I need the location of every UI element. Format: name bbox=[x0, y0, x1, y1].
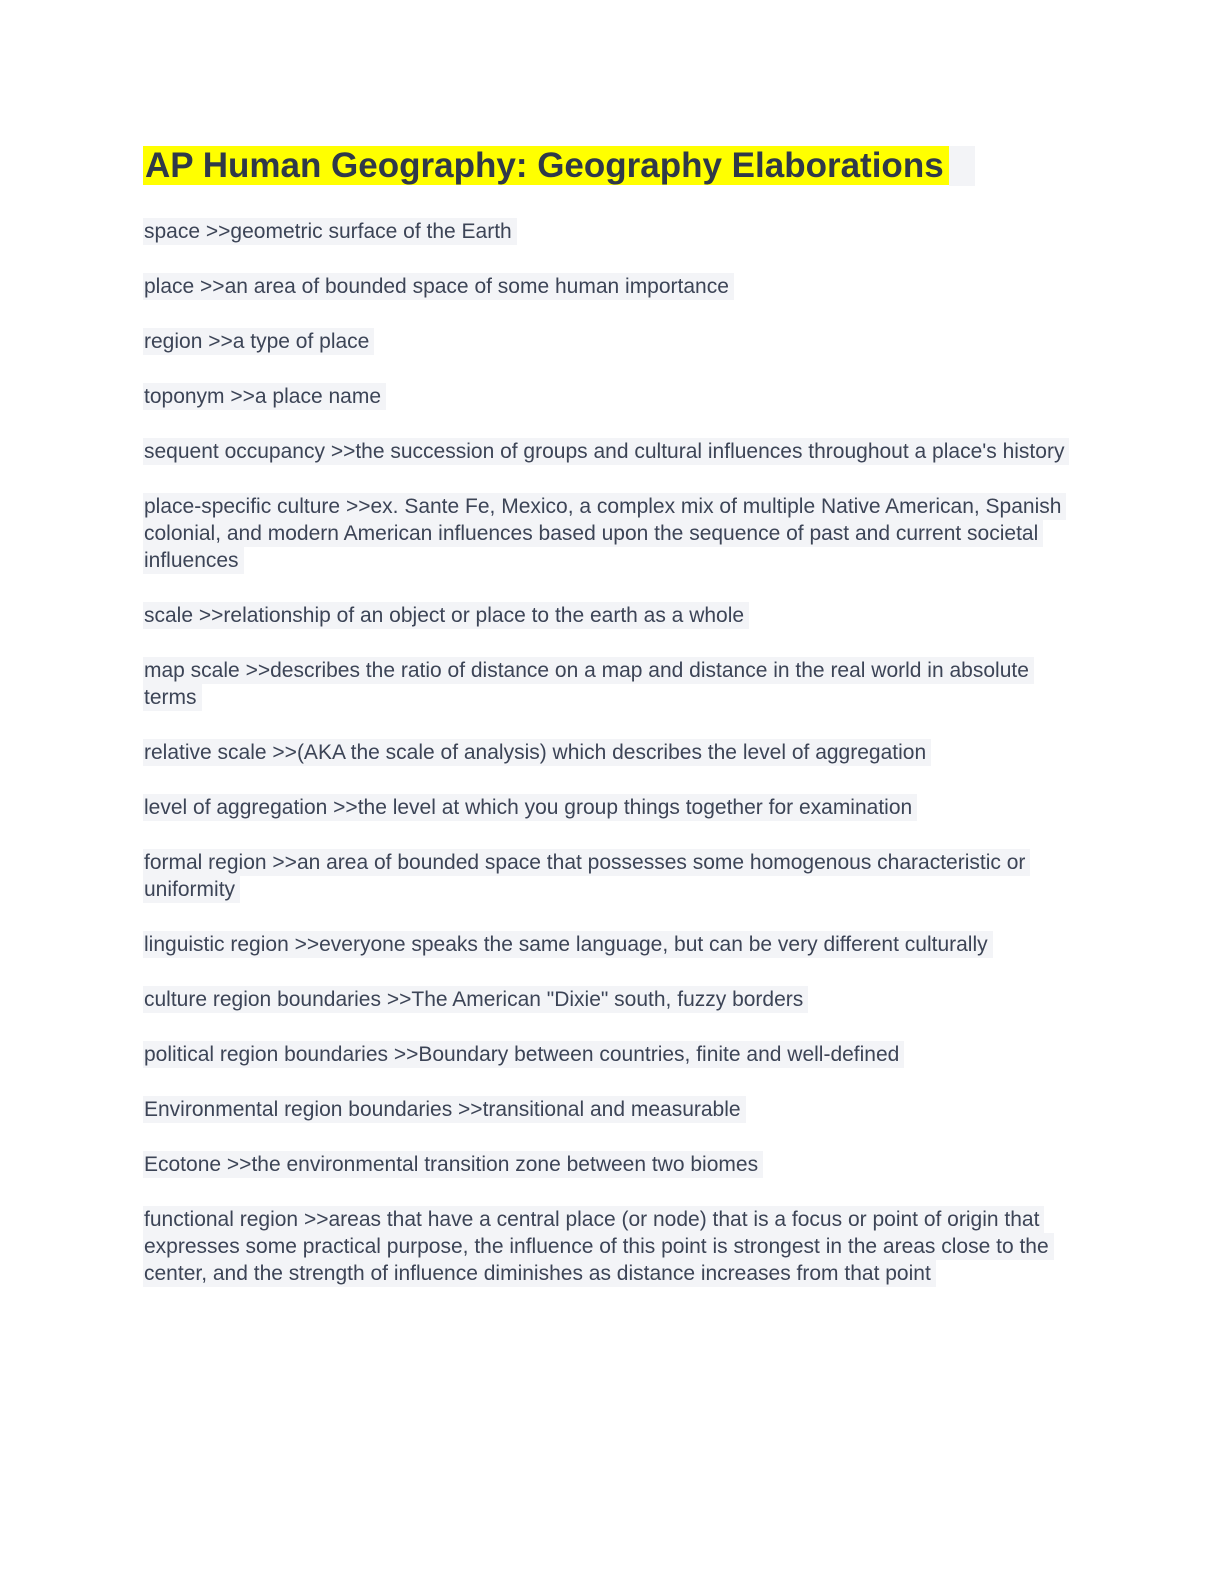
definition-text: geometric surface of the Earth bbox=[230, 220, 512, 243]
term-definition-entry bbox=[143, 739, 1082, 766]
term-text: place-specific culture bbox=[144, 495, 341, 518]
term-definition-entry bbox=[143, 1206, 1082, 1287]
term-definition-entry bbox=[143, 602, 1082, 629]
page-title-text: AP Human Geography: Geography Elaborations bbox=[143, 146, 949, 185]
entry-highlight bbox=[143, 1096, 746, 1123]
definition-text: an area of bounded space of some human importance bbox=[224, 275, 729, 298]
term-definition-entry bbox=[143, 1151, 1082, 1178]
definition-text: a place name bbox=[254, 385, 382, 408]
definition-text: ex. Sante Fe, Mexico, a complex mix of multiple Native American, Spanish colonial, and modern American influences based upon the sequence of past and current societal influences bbox=[144, 495, 1062, 572]
term-definition-entry bbox=[143, 383, 1082, 410]
term-definition-entry bbox=[143, 657, 1082, 711]
term-definition-entry bbox=[143, 438, 1082, 465]
entry-highlight bbox=[143, 1041, 904, 1068]
separator: >> bbox=[330, 440, 356, 463]
term-text: space bbox=[144, 220, 201, 243]
definition-text: transitional and measurable bbox=[482, 1098, 741, 1121]
definition-text: the succession of groups and cultural influences throughout a place's history bbox=[355, 440, 1065, 463]
definition-text: the environmental transition zone between two biomes bbox=[251, 1153, 759, 1176]
term-definition-entry bbox=[143, 1096, 1082, 1123]
separator: >> bbox=[345, 495, 371, 518]
entry-highlight bbox=[143, 493, 1066, 574]
definition-text: describes the ratio of distance on a map and distance in the real world in absolute terms bbox=[144, 659, 1029, 709]
entry-highlight bbox=[143, 657, 1034, 711]
page-title bbox=[143, 146, 1082, 186]
term-text: region bbox=[144, 330, 203, 353]
entry-highlight bbox=[143, 1151, 763, 1178]
separator: >> bbox=[205, 220, 231, 243]
separator: >> bbox=[458, 1098, 483, 1121]
term-definition-entry bbox=[143, 273, 1082, 300]
definition-text: everyone speaks the same language, but can be very different culturally bbox=[319, 933, 988, 956]
separator: >> bbox=[272, 741, 297, 764]
definition-text: an area of bounded space that possesses some homogenous characteristic or uniformity bbox=[144, 851, 1026, 901]
entry-highlight bbox=[143, 931, 993, 958]
entry-highlight bbox=[143, 602, 749, 629]
definition-text: the level at which you group things together for examination bbox=[357, 796, 913, 819]
term-text: map scale bbox=[144, 659, 240, 682]
term-text: linguistic region bbox=[144, 933, 289, 956]
separator: >> bbox=[386, 988, 412, 1011]
separator: >> bbox=[230, 385, 255, 408]
term-text: sequent occupancy bbox=[144, 440, 325, 463]
separator: >> bbox=[294, 933, 320, 956]
entry-highlight bbox=[143, 438, 1069, 465]
definition-text: areas that have a central place (or node) that is a focus or point of origin that expresses some practical purpose, the influence of this point is strongest in the areas close to the center, and the strength of influence diminishes as distance increases from that point bbox=[144, 1208, 1049, 1285]
entry-highlight bbox=[143, 849, 1030, 903]
entry-highlight bbox=[143, 328, 374, 355]
separator: >> bbox=[208, 330, 233, 353]
entry-highlight bbox=[143, 218, 517, 245]
definition-text: Boundary between countries, finite and well-defined bbox=[418, 1043, 900, 1066]
separator: >> bbox=[245, 659, 271, 682]
separator: >> bbox=[200, 275, 225, 298]
term-definition-entry bbox=[143, 328, 1082, 355]
term-text: culture region boundaries bbox=[144, 988, 381, 1011]
term-text: scale bbox=[144, 604, 194, 627]
separator: >> bbox=[393, 1043, 419, 1066]
term-text: functional region bbox=[144, 1208, 299, 1231]
term-definition-entry bbox=[143, 931, 1082, 958]
term-definition-entry bbox=[143, 794, 1082, 821]
definition-text: The American "Dixie" south, fuzzy borders bbox=[411, 988, 804, 1011]
definition-text: a type of place bbox=[232, 330, 370, 353]
term-definition-entry bbox=[143, 1041, 1082, 1068]
entry-highlight bbox=[143, 273, 734, 300]
term-definition-entry bbox=[143, 849, 1082, 903]
term-text: relative scale bbox=[144, 741, 267, 764]
separator: >> bbox=[272, 851, 297, 874]
entry-highlight bbox=[143, 1206, 1054, 1287]
term-definition-entry bbox=[143, 218, 1082, 245]
title-trailing-highlight bbox=[949, 146, 975, 186]
term-definition-entry bbox=[143, 986, 1082, 1013]
term-text: toponym bbox=[144, 385, 225, 408]
term-text: political region boundaries bbox=[144, 1043, 388, 1066]
term-text: place bbox=[144, 275, 195, 298]
term-text: formal region bbox=[144, 851, 267, 874]
term-text: level of aggregation bbox=[144, 796, 328, 819]
term-text: Environmental region boundaries bbox=[144, 1098, 453, 1121]
separator: >> bbox=[198, 604, 224, 627]
definition-list bbox=[143, 218, 1082, 1287]
entry-highlight bbox=[143, 986, 808, 1013]
entry-highlight bbox=[143, 794, 917, 821]
separator: >> bbox=[303, 1208, 329, 1231]
entry-highlight bbox=[143, 383, 386, 410]
definition-text: (AKA the scale of analysis) which describes the level of aggregation bbox=[296, 741, 927, 764]
separator: >> bbox=[333, 796, 358, 819]
term-text: Ecotone bbox=[144, 1153, 222, 1176]
separator: >> bbox=[226, 1153, 252, 1176]
definition-text: relationship of an object or place to the earth as a whole bbox=[223, 604, 745, 627]
term-definition-entry bbox=[143, 493, 1082, 574]
entry-highlight bbox=[143, 739, 931, 766]
